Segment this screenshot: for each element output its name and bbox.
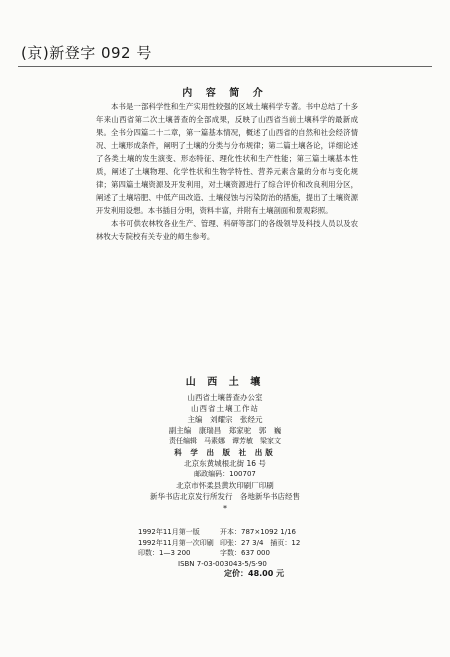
publisher-address: 北京东黄城根北街 16 号 [184, 459, 266, 468]
distributor: 新华书店北京发行所发行 各地新华书店经售 [150, 492, 300, 501]
postcode: 邮政编码：100707 [194, 470, 256, 478]
page-format: 开本：787×1092 1/16 [220, 528, 296, 536]
intro-title: 内 容 简 介 [182, 88, 268, 99]
intro-text [96, 100, 358, 243]
isbn: ISBN 7-03-003043-5/S·90 [178, 559, 267, 568]
intro-paragraph: 本书是一部科学性和生产实用性较强的区域土壤科学专著。书中总结了十多年来山西省第二次土壤普查的全部成果，反映了山西省当前土壤科学的最新成果。全书分四篇二十二章，第一篇基本情况，概述了山西省的自然和社会经济情况、土壤形成条件，阐明了土壤的分类与分布规律；第二篇土壤各论，详细论述了各类土壤的发生演变、形态特征、理化性状和生产性能；第三篇土壤基本性质，阐述了土壤物理、化学性状和生物学特性、营养元素含量的分布与变化规律；第四篇土壤资源及开发利用，对土壤资源进行了综合评价和改良利用分区，阐述了土壤培肥、中低产田改造、土壤侵蚀与污染防治的措施，提出了土壤资源开发利用设想。本书插目分明，资料丰富，并附有土壤剖面和景观彩照。 [96, 102, 358, 215]
intro-paragraph: 本书可供农林牧各业生产、管理、科研等部门的各级领导及科技人员以及农林牧大专院校有关专业的师生参考。 [96, 219, 358, 241]
chief-editors: 主编 刘耀宗 张经元 [187, 415, 263, 424]
separator-star: * [223, 504, 227, 513]
word-count: 字数：637 000 [220, 549, 270, 557]
book-title: 山 西 土 壤 [185, 377, 265, 388]
responsible-editors: 责任编辑 马素娜 谭芳敏 梁家文 [169, 437, 281, 445]
edition-date: 1992年11月第一版 [138, 528, 200, 536]
printer: 北京市怀柔县黄坎印刷厂印刷 [176, 481, 274, 490]
author-org: 山西省土壤普查办公室 [187, 393, 263, 402]
header-rule [18, 66, 432, 67]
print-run: 印数：1—3 200 [138, 549, 191, 557]
sheet-count: 印张：27 3/4 插页：12 [220, 538, 301, 547]
printing-date: 1992年11月第一次印刷 [138, 538, 214, 547]
publication-specs [138, 527, 300, 580]
publisher: 科 学 出 版 社 出版 [174, 448, 276, 457]
colophon [0, 376, 450, 515]
deputy-editors: 副主编 康瑞昌 郑家驼 郭 巍 [168, 426, 282, 435]
price: 定价：48.00 元 [224, 569, 285, 578]
registration-number: (京)新登字 092 号 [21, 44, 152, 62]
author-org: 山西省土壤工作站 [191, 404, 259, 413]
